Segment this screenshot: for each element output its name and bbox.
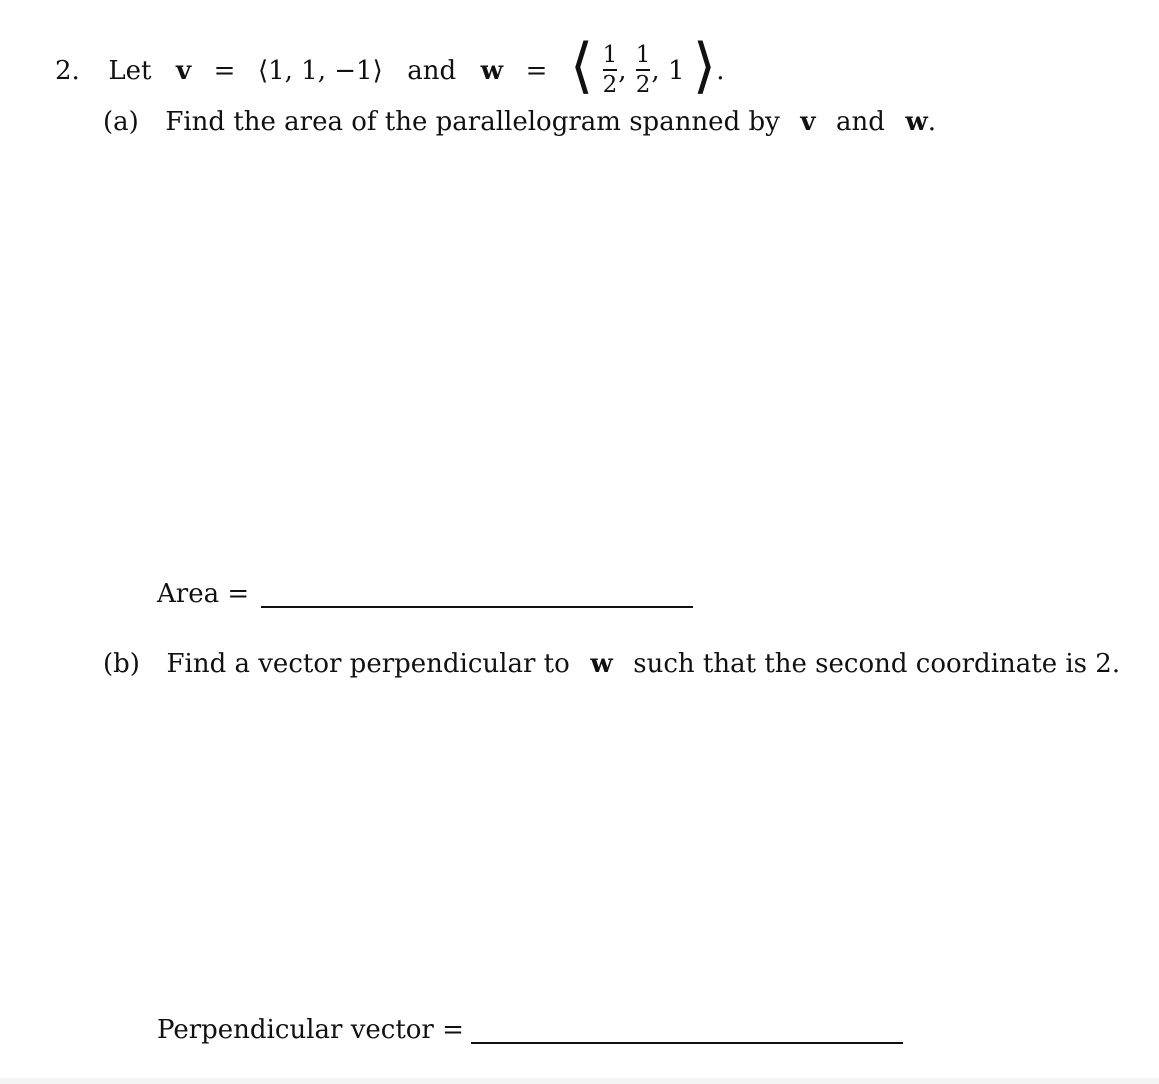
part-a-v-symbol: v	[800, 107, 816, 137]
fraction-bar	[603, 69, 618, 71]
w-fraction-2-denominator: 2	[635, 71, 651, 98]
w-comma-1: ,	[618, 56, 627, 86]
w-comma-2: ,	[651, 56, 660, 86]
part-a-label: (a)	[103, 107, 139, 137]
page-bottom-strip	[0, 1078, 1159, 1084]
part-b-text-after: such that the second coordinate is 2.	[633, 649, 1121, 679]
part-b-question	[103, 651, 1120, 677]
part-b-text-before: Find a vector perpendicular to	[166, 649, 570, 679]
fraction-bar	[636, 69, 651, 71]
equals-sign: =	[213, 56, 236, 86]
perpendicular-vector-answer-label: Perpendicular vector =	[157, 1015, 464, 1045]
and-word: and	[407, 56, 457, 86]
part-a-text: Find the area of the parallelogram spanned by	[165, 107, 780, 137]
area-answer-label: Area =	[157, 579, 250, 609]
part-b-label: (b)	[103, 649, 140, 679]
v-symbol: v	[175, 56, 192, 86]
w-fraction-1	[603, 43, 618, 97]
let-word: Let	[108, 56, 152, 86]
w-fraction-1-numerator: 1	[602, 42, 618, 69]
part-a-question	[103, 109, 936, 135]
w-third-component: 1	[667, 56, 685, 86]
w-symbol: w	[480, 56, 504, 86]
perpendicular-vector-answer-blank[interactable]	[471, 1042, 903, 1044]
part-b-w-symbol: w	[590, 649, 613, 679]
w-right-bracket: ⟩	[692, 31, 717, 101]
equals-sign-2: =	[525, 56, 548, 86]
problem-statement	[55, 31, 725, 102]
w-fraction-1-denominator: 2	[602, 71, 618, 98]
w-fraction-2-numerator: 1	[635, 42, 651, 69]
v-value: ⟨1, 1, −1⟩	[257, 56, 383, 86]
part-a-period: .	[927, 107, 937, 137]
area-answer-blank[interactable]	[261, 606, 693, 608]
problem-number: 2.	[55, 56, 80, 86]
w-left-bracket: ⟨	[569, 31, 594, 101]
part-a-and-word: and	[835, 107, 885, 137]
problem-period: .	[716, 56, 725, 86]
w-fraction-2	[636, 43, 651, 97]
part-a-w-symbol: w	[905, 107, 928, 137]
